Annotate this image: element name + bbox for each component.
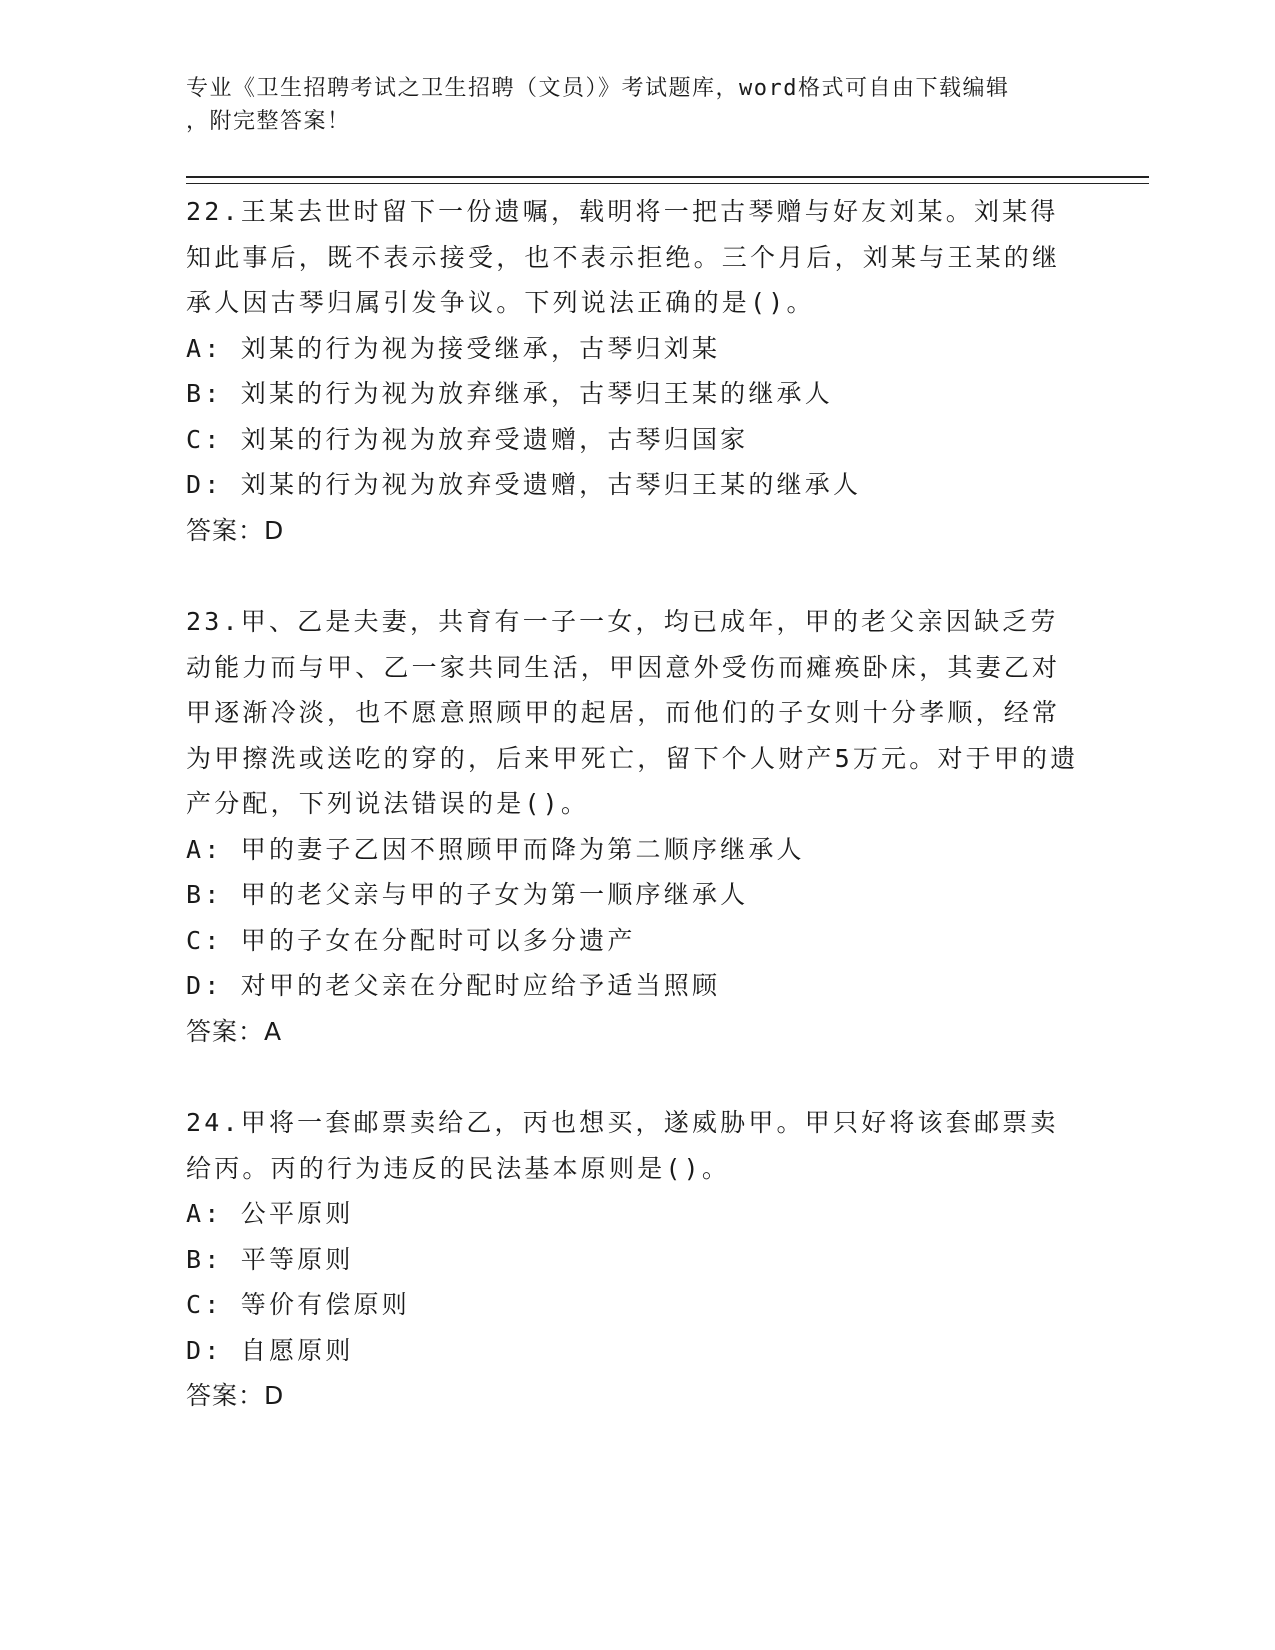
option-d: D: 对甲的老父亲在分配时应给予适当照顾 (186, 971, 721, 1000)
option-b: B: 刘某的行为视为放弃继承，古琴归王某的继承人 (186, 379, 833, 408)
question-22 (186, 189, 1086, 553)
answer-line: 答案：D (186, 515, 285, 545)
question-24 (186, 1100, 1086, 1419)
option-a: A: 甲的妻子乙因不照顾甲而降为第二顺序继承人 (186, 834, 805, 864)
option-c: C: 甲的子女在分配时可以多分遗产 (186, 925, 636, 955)
option-a: A: 刘某的行为视为接受继承，古琴归刘某 (186, 333, 721, 363)
option-c: C: 刘某的行为视为放弃受遗赠，古琴归国家 (186, 424, 749, 454)
answer-line: 答案：D (186, 1381, 285, 1410)
question-23 (186, 599, 1086, 1054)
option-d: D: 刘某的行为视为放弃受遗赠，古琴归王某的继承人 (186, 470, 862, 499)
option-c: C: 等价有偿原则 (186, 1290, 410, 1319)
header-divider-thick (186, 176, 1149, 178)
option-b: B: 平等原则 (186, 1244, 354, 1274)
header-divider-thin (186, 183, 1149, 184)
question-stem: 24.甲将一套邮票卖给乙，丙也想买，遂威胁甲。甲只好将该套邮票卖给丙。丙的行为违反的民法基本原则是()。 (186, 1108, 1059, 1183)
header-line-2: ，附完整答案！ (186, 109, 351, 134)
question-stem: 23.甲、乙是夫妻，共育有一子一女，均已成年，甲的老父亲因缺乏劳动能力而与甲、乙一家共同生活，甲因意外受伤而瘫痪卧床，其妻乙对甲逐渐冷淡，也不愿意照顾甲的起居，而他们的子女则十分孝顺，经常为甲擦洗或送吃的穿的，后来甲死亡，留下个人财产5万元。对于甲的遗产分配，下列说法错误的是()。 (186, 607, 1079, 818)
option-d: D: 自愿原则 (186, 1335, 354, 1365)
header-line-1: 专业《卫生招聘考试之卫生招聘（文员）》考试题库，word格式可自由下载编辑 (186, 76, 1010, 101)
option-b: B: 甲的老父亲与甲的子女为第一顺序继承人 (186, 880, 749, 909)
question-list (186, 189, 1086, 1465)
question-stem: 22.王某去世时留下一份遗嘱，载明将一把古琴赠与好友刘某。刘某得知此事后，既不表示接受，也不表示拒绝。三个月后，刘某与王某的继承人因古琴归属引发争议。下列说法正确的是()。 (186, 197, 1061, 317)
option-a: A: 公平原则 (186, 1199, 354, 1228)
document-header (186, 72, 1066, 138)
answer-line: 答案：A (186, 1016, 283, 1046)
